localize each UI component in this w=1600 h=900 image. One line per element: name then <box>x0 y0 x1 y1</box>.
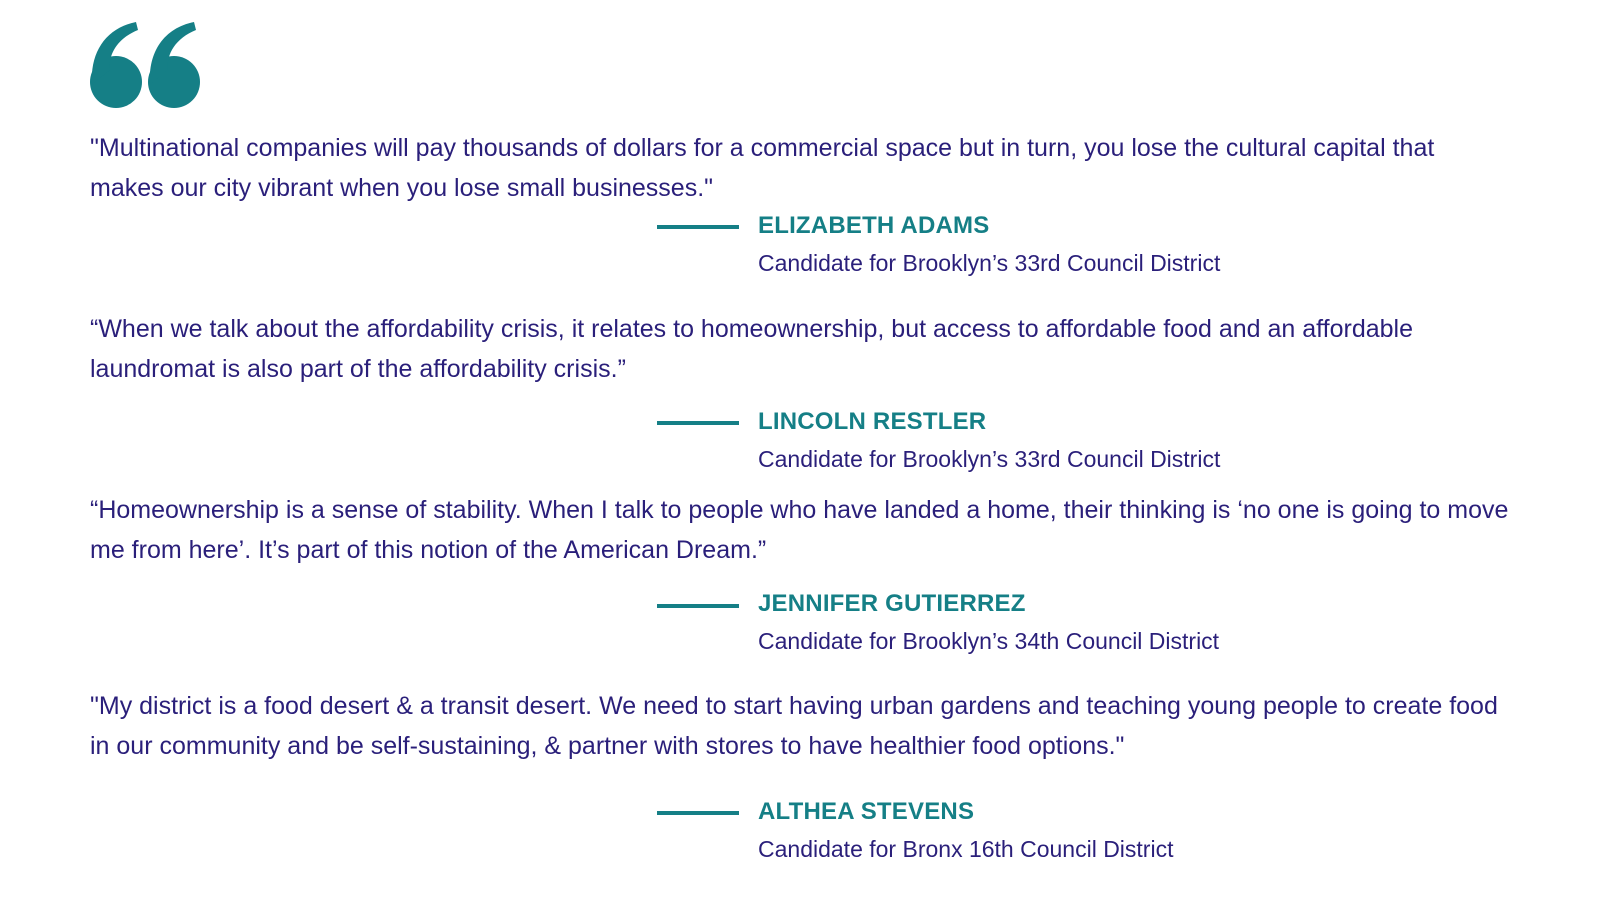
attribution-dash <box>657 811 739 815</box>
speaker-name: ELIZABETH ADAMS <box>758 212 990 239</box>
quote-text: "Multinational companies will pay thousands of dollars for a commercial space but in turn, you lose the cultural capital that makes our city vibrant when you lose small businesses." <box>90 134 1435 202</box>
quote-text: “Homeownership is a sense of stability. When I talk to people who have landed a home, their thinking is ‘no one is going to move me from here’. It’s part of this notion of the American Dream.” <box>90 496 1509 564</box>
quotation-mark-icon <box>88 22 202 108</box>
quote-text: “When we talk about the affordability crisis, it relates to homeownership, but access to affordable food and an affordable laundromat is also part of the affordability crisis.” <box>90 315 1413 383</box>
speaker-role: Candidate for Brooklyn’s 34th Council District <box>758 628 1220 654</box>
speaker-name: LINCOLN RESTLER <box>758 408 987 435</box>
quote-text: "My district is a food desert & a transit desert. We need to start having urban gardens and teaching young people to create food in our community and be self-sustaining, & partner with stores to have healthier food options." <box>90 692 1498 760</box>
speaker-role: Candidate for Brooklyn’s 33rd Council District <box>758 446 1221 472</box>
attribution-dash <box>657 421 739 425</box>
speaker-name: ALTHEA STEVENS <box>758 798 975 825</box>
attribution-dash <box>657 604 739 608</box>
speaker-role: Candidate for Bronx 16th Council District <box>758 836 1174 862</box>
speaker-role: Candidate for Brooklyn’s 33rd Council District <box>758 250 1221 276</box>
attribution-dash <box>657 225 739 229</box>
speaker-name: JENNIFER GUTIERREZ <box>758 590 1026 617</box>
